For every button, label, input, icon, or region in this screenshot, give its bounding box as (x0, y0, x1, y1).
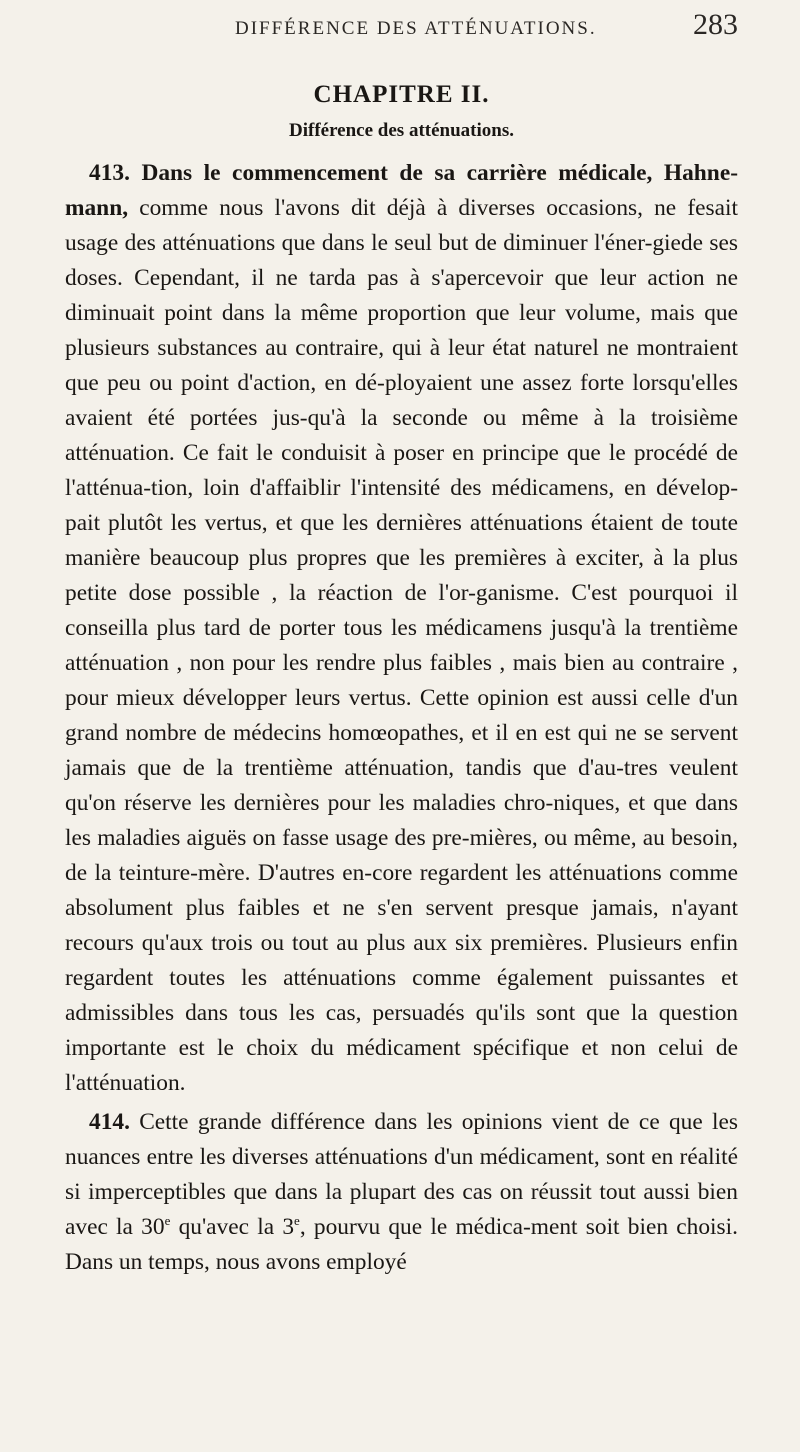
paragraph-number: 414. (89, 1109, 130, 1135)
paragraph-413 (65, 156, 738, 1101)
ordinal-suffix: e (164, 1213, 171, 1229)
running-title: DIFFÉRENCE DES ATTÉNUATIONS. (235, 18, 597, 39)
paragraph-414 (65, 1105, 738, 1280)
ordinal-suffix: e (294, 1213, 300, 1229)
paragraph-text-before: Cette grande différence dans les opinions vient de ce que les nuances entre les diverses atténuations d'un médicament, sont en réalité si imperceptibles que dans la plupart des cas on réussit tout aussi bien avec la 30 (65, 1109, 738, 1240)
paragraph-text-middle: qu'avec la 3 (170, 1214, 295, 1240)
page-number: 283 (693, 8, 738, 41)
running-head (65, 0, 738, 52)
paragraph-text-after: , pourvu que le médica-ment soit bien choisi. Dans un temps, nous avons employé (65, 1214, 738, 1275)
section-title: Différence des atténuations. (289, 120, 514, 141)
paragraph-lead: Dans le commencement de sa carrière médicale, Hahne-mann, (65, 160, 738, 221)
paragraph-number: 413. (89, 160, 130, 186)
chapter-title: CHAPITRE II. (313, 81, 490, 108)
paragraph-text: comme nous l'avons dit déjà à diverses occasions, ne fesait usage des atténuations que dans le seul but de diminuer l'éner-giede ses doses. Cependant, il ne tarda pas à s'apercevoir que leur action ne diminuait point dans la même proportion que leur volume, mais que plusieurs substances au contraire, qui à leur état naturel ne montraient que peu ou point d'action, en dé-ployaient une assez forte lorsqu'elles avaient été portées jus-qu'à la seconde ou même à la troisième atténuation. Ce fait le conduisit à poser en principe que le procédé de l'atténua-tion, loin d'affaiblir l'intensité des médicamens, en dévelop-pait plutôt les vertus, et que les dernières atténuations étaient de toute manière beaucoup plus propres que les premières à exciter, à la plus petite dose possible , la réaction de l'or-ganisme. C'est pourquoi il conseilla plus tard de porter tous les médicamens jusqu'à la trentième atténuation , non pour les rendre plus faibles , mais bien au contraire , pour mieux développer leurs vertus. Cette opinion est aussi celle d'un grand nombre de médecins homœopathes, et il en est qui ne se servent jamais que de la trentième atténuation, tandis que d'au-tres veulent qu'on réserve les dernières pour les maladies chro-niques, et que dans les maladies aiguës on fasse usage des pre-mières, ou même, au besoin, de la teinture-mère. D'autres en-core regardent les atténuations comme absolument plus faibles et ne s'en servent presque jamais, n'ayant recours qu'aux trois ou tout au plus aux six premières. Plusieurs enfin regardent toutes les atténuations comme également puissantes et admissibles dans tous les cas, persuadés qu'ils sont que la question importante est le choix du médicament spécifique et non celui de l'atténuation. (65, 195, 738, 1096)
